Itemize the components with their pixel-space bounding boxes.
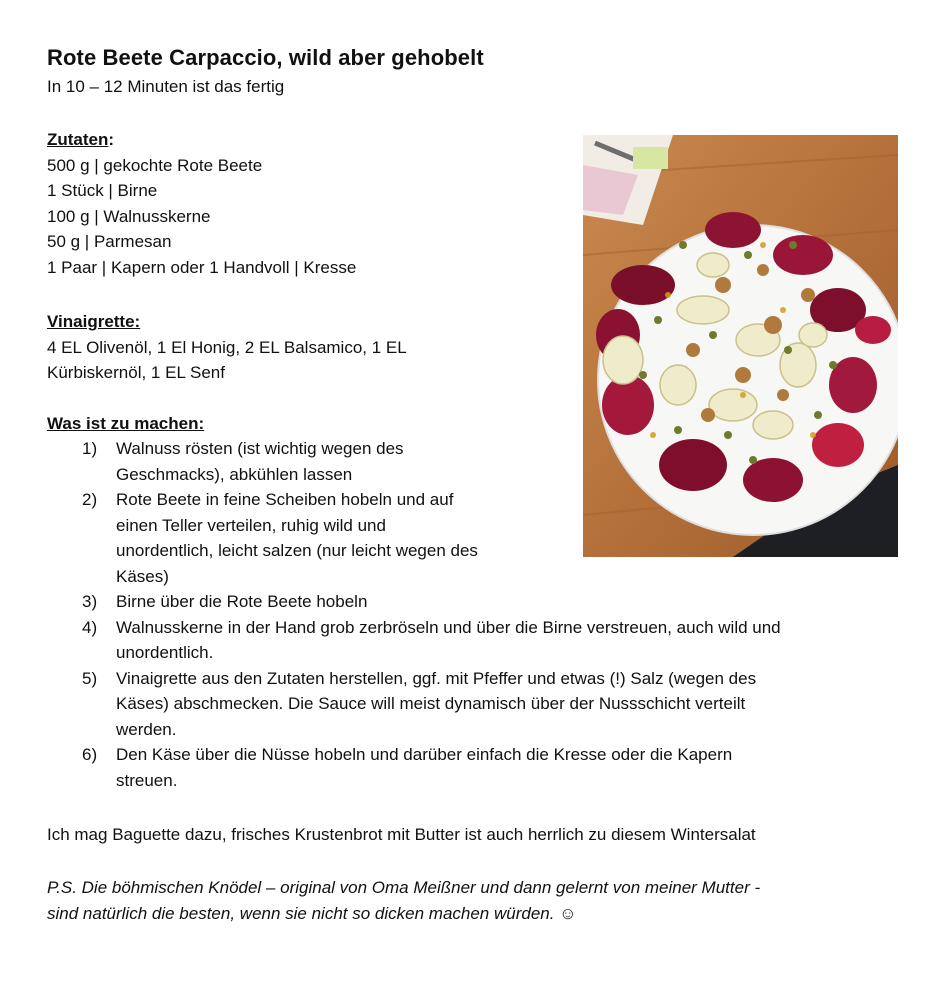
postscript <box>47 875 760 926</box>
ingredient-item: 500 g | gekochte Rote Beete <box>47 155 263 175</box>
serving-note: Ich mag Baguette dazu, frisches Krustenbrot mit Butter ist auch herrlich zu diesem Wintersalat <box>47 825 756 844</box>
step-number: 3) <box>82 592 98 611</box>
steps-section <box>47 411 204 437</box>
list-item <box>82 615 781 666</box>
step-line: Walnusskerne in der Hand grob zerbröseln und über die Birne verstreuen, auch wild und <box>116 617 781 637</box>
list-item <box>82 742 781 793</box>
ingredient-item: 1 Paar | Kapern oder 1 Handvoll | Kresse <box>47 257 357 277</box>
vinaigrette-section <box>47 309 407 386</box>
step-line: Käses) <box>116 566 169 586</box>
recipe-subtitle: In 10 – 12 Minuten ist das fertig <box>47 77 285 96</box>
step-line: streuen. <box>116 770 178 790</box>
step-line: Geschmacks), abkühlen lassen <box>116 464 353 484</box>
ingredients-section: Zutaten: 500 g | gekochte Rote Beete 1 Stück | Birne 100 g | Walnusskerne 50 g | Parmesan 1 Paar | Kapern oder 1 Handvoll | Kresse <box>47 127 356 280</box>
list-item <box>82 589 781 615</box>
ingredient-item: 1 Stück | Birne <box>47 181 158 200</box>
step-line: Rote Beete in feine Scheiben hobeln und auf <box>116 490 454 509</box>
list-item <box>82 666 781 743</box>
step-line: einen Teller verteilen, ruhig wild und <box>116 515 386 535</box>
ingredient-item: 100 g | Walnusskerne <box>47 206 211 226</box>
step-number: 5) <box>82 668 98 688</box>
steps-heading: Was ist zu machen: <box>47 414 205 433</box>
step-line: Vinaigrette aus den Zutaten herstellen, ggf. mit Pfeffer und etwas (!) Salz (wegen des <box>116 668 757 688</box>
vinaigrette-line: 4 EL Olivenöl, 1 El Honig, 2 EL Balsamico, 1 EL <box>47 337 407 357</box>
recipe-title: Rote Beete Carpaccio, wild aber gehobelt <box>47 45 484 70</box>
step-line: Käses) abschmecken. Die Sauce will meist dynamisch über der Nussschicht verteilt <box>116 694 746 713</box>
step-line: unordentlich, leicht salzen (nur leicht wegen des <box>116 541 478 560</box>
step-line: werden. <box>116 719 177 739</box>
step-number: 2) <box>82 490 98 509</box>
step-line: Birne über die Rote Beete hobeln <box>116 592 368 611</box>
ingredient-item: 50 g | Parmesan <box>47 232 172 251</box>
dish-photo <box>583 135 898 557</box>
vinaigrette-heading: Vinaigrette: <box>47 312 141 331</box>
vinaigrette-line: Kürbiskernöl, 1 EL Senf <box>47 363 225 382</box>
step-number: 4) <box>82 617 98 637</box>
ingredients-heading: Zutaten <box>47 130 109 149</box>
step-line: unordentlich. <box>116 643 214 662</box>
postscript-line: P.S. Die böhmischen Knödel – original von Oma Meißner und dann gelernt von meiner Mutter - <box>47 878 761 897</box>
step-number: 6) <box>82 745 98 764</box>
step-number: 1) <box>82 439 98 458</box>
step-line: Walnuss rösten (ist wichtig wegen des <box>116 439 404 458</box>
step-line: Den Käse über die Nüsse hobeln und darüber einfach die Kresse oder die Kapern <box>116 745 733 764</box>
postscript-line: sind natürlich die besten, wenn sie nicht so dicken machen würden. ☺ <box>47 903 577 923</box>
